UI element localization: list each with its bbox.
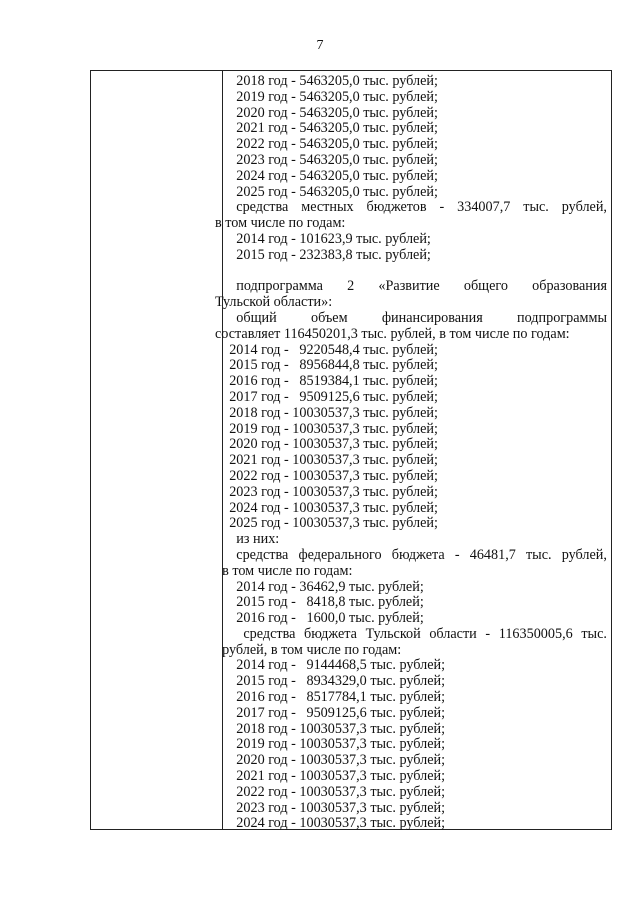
word: образования <box>532 278 607 295</box>
text-line: 2024 год - 10030537,3 тыс. рублей; <box>215 815 446 832</box>
text-line: 2014 год - 36462,9 тыс. рублей; <box>215 578 424 595</box>
text-line-justified <box>215 548 607 564</box>
word: тыс. <box>581 625 607 642</box>
word: 46481,7 <box>469 546 516 563</box>
word: области <box>429 625 477 642</box>
text-line: 2016 год - 1600,0 тыс. рублей; <box>215 610 424 627</box>
text-line: 2017 год - 9509125,6 тыс. рублей; <box>215 388 438 405</box>
word: подпрограмма <box>215 278 323 295</box>
text-line: 2022 год - 10030537,3 тыс. рублей; <box>215 783 446 800</box>
word: общего <box>463 278 508 295</box>
text-line: 2020 год - 5463205,0 тыс. рублей; <box>215 104 438 121</box>
text-line: 2019 год - 10030537,3 тыс. рублей; <box>215 420 438 437</box>
word: тыс. <box>525 546 552 563</box>
word: средства <box>215 625 296 642</box>
text-line: 2015 год - 8418,8 тыс. рублей; <box>215 594 424 611</box>
text-line: 2018 год - 10030537,3 тыс. рублей; <box>215 720 446 737</box>
text-line: 2024 год - 5463205,0 тыс. рублей; <box>215 167 438 184</box>
text-line: 2018 год - 5463205,0 тыс. рублей; <box>215 73 438 89</box>
table-right-column <box>215 74 607 832</box>
text-line: 2020 год - 10030537,3 тыс. рублей; <box>215 752 446 769</box>
text-line: 2015 год - 8934329,0 тыс. рублей; <box>215 673 446 690</box>
text-line: 2024 год - 10030537,3 тыс. рублей; <box>215 499 438 516</box>
text-line-justified <box>215 311 607 327</box>
text-line: 2015 год - 232383,8 тыс. рублей; <box>215 246 431 263</box>
text-line: рублей, в том числе по годам: <box>215 641 402 658</box>
text-line: 2022 год - 5463205,0 тыс. рублей; <box>215 136 438 153</box>
text-line-justified <box>215 200 607 216</box>
text-line: 2025 год - 10030537,3 тыс. рублей; <box>215 515 438 532</box>
word: тыс. <box>523 199 549 216</box>
text-line: 2021 год - 5463205,0 тыс. рублей; <box>215 120 438 137</box>
text-line: 2020 год - 10030537,3 тыс. рублей; <box>215 436 438 453</box>
word: подпрограммы <box>517 309 607 326</box>
page-number: 7 <box>316 38 324 53</box>
text-line: в том числе по годам: <box>215 215 346 232</box>
text-line: 2016 год - 8519384,1 тыс. рублей; <box>215 373 438 390</box>
word: средства <box>215 199 289 216</box>
text-line: 2022 год - 10030537,3 тыс. рублей; <box>215 467 438 484</box>
text-line: 2023 год - 10030537,3 тыс. рублей; <box>215 799 446 816</box>
table-left-column <box>91 71 222 829</box>
word: 2 <box>347 278 355 295</box>
text-line: 2021 год - 10030537,3 тыс. рублей; <box>215 452 438 469</box>
word: объем <box>311 309 348 326</box>
text-line-justified <box>215 627 607 643</box>
text-line: 2019 год - 5463205,0 тыс. рублей; <box>215 88 438 105</box>
text-line: Тульской области»: <box>215 294 333 311</box>
word: 116350005,6 <box>498 625 573 642</box>
word: средства <box>215 546 289 563</box>
text-line: 2016 год - 8517784,1 тыс. рублей; <box>215 689 446 706</box>
word: местных <box>301 199 354 216</box>
text-line: 2023 год - 10030537,3 тыс. рублей; <box>215 483 438 500</box>
word: бюджета <box>391 546 445 563</box>
text-line: 2021 год - 10030537,3 тыс. рублей; <box>215 768 446 785</box>
blank-line <box>215 264 607 280</box>
text-line: 2019 год - 10030537,3 тыс. рублей; <box>215 736 446 753</box>
word: бюджетов <box>366 199 427 216</box>
word: рублей, <box>561 199 607 216</box>
text-line: 2025 год - 5463205,0 тыс. рублей; <box>215 183 438 200</box>
text-line: из них: <box>215 531 280 548</box>
word: Тульской <box>365 625 421 642</box>
financing-table <box>90 70 612 830</box>
text-line: 2018 год - 10030537,3 тыс. рублей; <box>215 404 438 421</box>
word: рублей, <box>561 546 607 563</box>
word: - <box>439 199 445 216</box>
text-line: 2023 год - 5463205,0 тыс. рублей; <box>215 151 438 168</box>
word: - <box>485 625 491 642</box>
text-line: 2017 год - 9509125,6 тыс. рублей; <box>215 704 446 721</box>
text-line: составляет 116450201,3 тыс. рублей, в том числе по годам: <box>215 325 570 342</box>
text-line: в том числе по годам: <box>215 562 353 579</box>
word: - <box>454 546 460 563</box>
text-line: 2014 год - 101623,9 тыс. рублей; <box>215 230 431 247</box>
word: финансирования <box>381 309 483 326</box>
word: «Развитие <box>378 278 440 295</box>
text-line: 2015 год - 8956844,8 тыс. рублей; <box>215 357 438 374</box>
word: бюджета <box>304 625 357 642</box>
text-line-justified <box>215 279 607 295</box>
text-line: 2014 год - 9144468,5 тыс. рублей; <box>215 657 446 674</box>
word: общий <box>215 309 277 326</box>
text-line: 2014 год - 9220548,4 тыс. рублей; <box>215 341 438 358</box>
word: федерального <box>298 546 382 563</box>
word: 334007,7 <box>457 199 511 216</box>
